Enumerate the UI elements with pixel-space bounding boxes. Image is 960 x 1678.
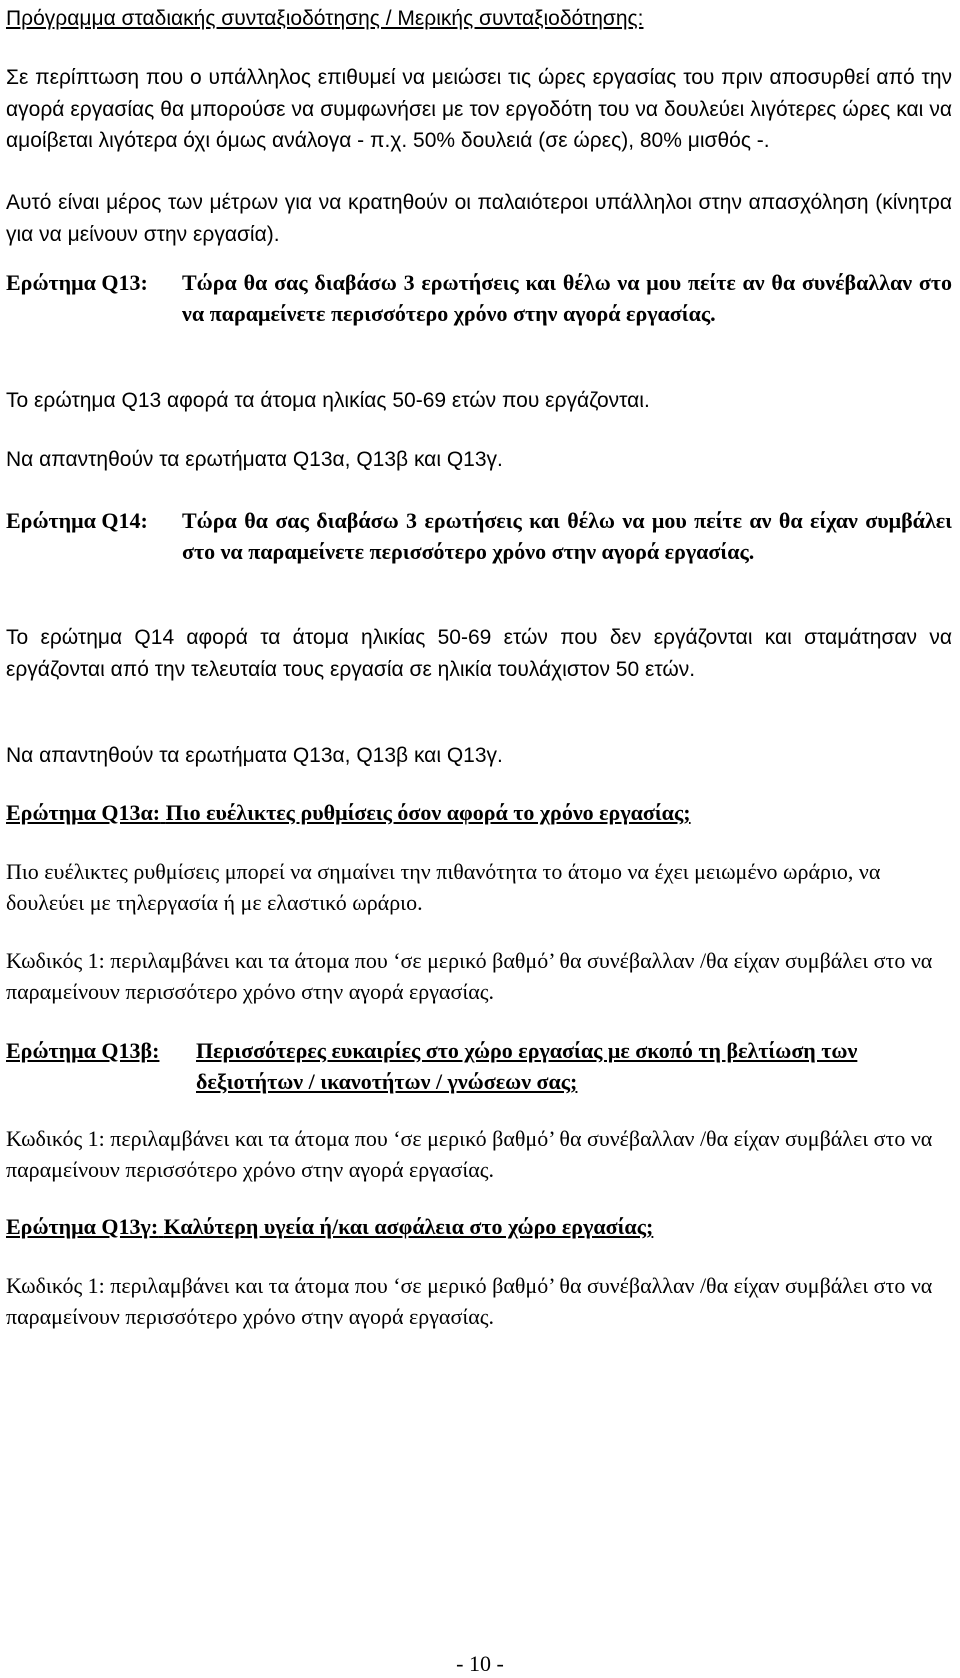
question-q13b-code-note: Κωδικός 1: περιλαμβάνει και τα άτομα που ‘σε μερικό βαθμό’ θα συνέβαλλαν /θα είχαν συμβάλει στο να παραμείνουν περισσότερο χρόνο στην αγορά εργασίας.	[6, 1126, 933, 1182]
question-q13-heading	[6, 267, 952, 329]
question-q13-label: Ερώτημα Q13:	[6, 270, 148, 295]
question-q14-label: Ερώτημα Q14:	[6, 508, 148, 533]
question-q13-text: Τώρα θα σας διαβάσω 3 ερωτήσεις και θέλω να μου πείτε αν θα συνέβαλλαν στο να παραμείνετε περισσότερο χρόνο στην αγορά εργασίας.	[182, 270, 952, 326]
question-q14-answer-instruction: Να απαντηθούν τα ερωτήματα Q13α, Q13β και Q13γ.	[6, 744, 503, 767]
question-q14-note: Το ερώτημα Q14 αφορά τα άτομα ηλικίας 50-69 ετών που δεν εργάζονται και σταμάτησαν να εργάζονται από την τελευταία τους εργασία σε ηλικία τουλάχιστον 50 ετών.	[6, 626, 952, 681]
question-q13g-heading	[6, 1211, 952, 1242]
question-q13a-description: Πιο ευέλικτες ρυθμίσεις μπορεί να σημαίνει την πιθανότητα το άτομο να έχει μειωμένο ωράριο, να δουλεύει με τηλεργασία ή με ελαστικό ωράριο.	[6, 859, 881, 915]
question-q13b-text: Περισσότερες ευκαιρίες στο χώρο εργασίας με σκοπό τη βελτίωση των δεξιοτήτων / ικανοτήτων / γνώσεων σας;	[196, 1038, 858, 1094]
question-q13a-text: Πιο ευέλικτες ρυθμίσεις όσον αφορά το χρόνο εργασίας;	[165, 800, 691, 825]
question-q14-heading	[6, 505, 952, 567]
intro-paragraph-2: Αυτό είναι μέρος των μέτρων για να κρατηθούν οι παλαιότεροι υπάλληλοι στην απασχόληση (κίνητρα για να μείνουν στην εργασία).	[6, 191, 952, 246]
question-q13b-heading	[6, 1035, 906, 1097]
section-heading: Πρόγραμμα σταδιακής συνταξιοδότησης / Μερικής συνταξιοδότησης:	[6, 7, 644, 30]
question-q13a-label: Ερώτημα Q13α:	[6, 800, 161, 825]
intro-paragraph-1: Σε περίπτωση που ο υπάλληλος επιθυμεί να μειώσει τις ώρες εργασίας του πριν αποσυρθεί από την αγορά εργασίας θα μπορούσε να συμφωνήσει με τον εργοδότη του να δουλεύει λιγότερες ώρες και να αμοίβεται λιγότερα όχι όμως ανάλογα - π.χ. 50% δουλειά (σε ώρες), 80% μισθός -.	[6, 66, 952, 152]
question-q13-note: Το ερώτημα Q13 αφορά τα άτομα ηλικίας 50-69 ετών που εργάζονται.	[6, 389, 650, 412]
question-q13-answer-instruction: Να απαντηθούν τα ερωτήματα Q13α, Q13β και Q13γ.	[6, 448, 503, 471]
page-number: - 10 -	[456, 1651, 504, 1676]
question-q13a-heading	[6, 797, 952, 828]
question-q13g-label: Ερώτημα Q13γ:	[6, 1214, 159, 1239]
question-q13g-text: Καλύτερη υγεία ή/και ασφάλεια στο χώρο εργασίας;	[163, 1214, 654, 1239]
question-q13a-code-note: Κωδικός 1: περιλαμβάνει και τα άτομα που ‘σε μερικό βαθμό’ θα συνέβαλλαν /θα είχαν συμβάλει στο να παραμείνουν περισσότερο χρόνο στην αγορά εργασίας.	[6, 948, 933, 1004]
question-q13g-code-note: Κωδικός 1: περιλαμβάνει και τα άτομα που ‘σε μερικό βαθμό’ θα συνέβαλλαν /θα είχαν συμβάλει στο να παραμείνουν περισσότερο χρόνο στην αγορά εργασίας.	[6, 1273, 933, 1329]
question-q13b-label: Ερώτημα Q13β:	[6, 1038, 160, 1063]
question-q14-text: Τώρα θα σας διαβάσω 3 ερωτήσεις και θέλω να μου πείτε αν θα είχαν συμβάλει στο να παραμείνετε περισσότερο χρόνο στην αγορά εργασίας.	[182, 508, 952, 564]
